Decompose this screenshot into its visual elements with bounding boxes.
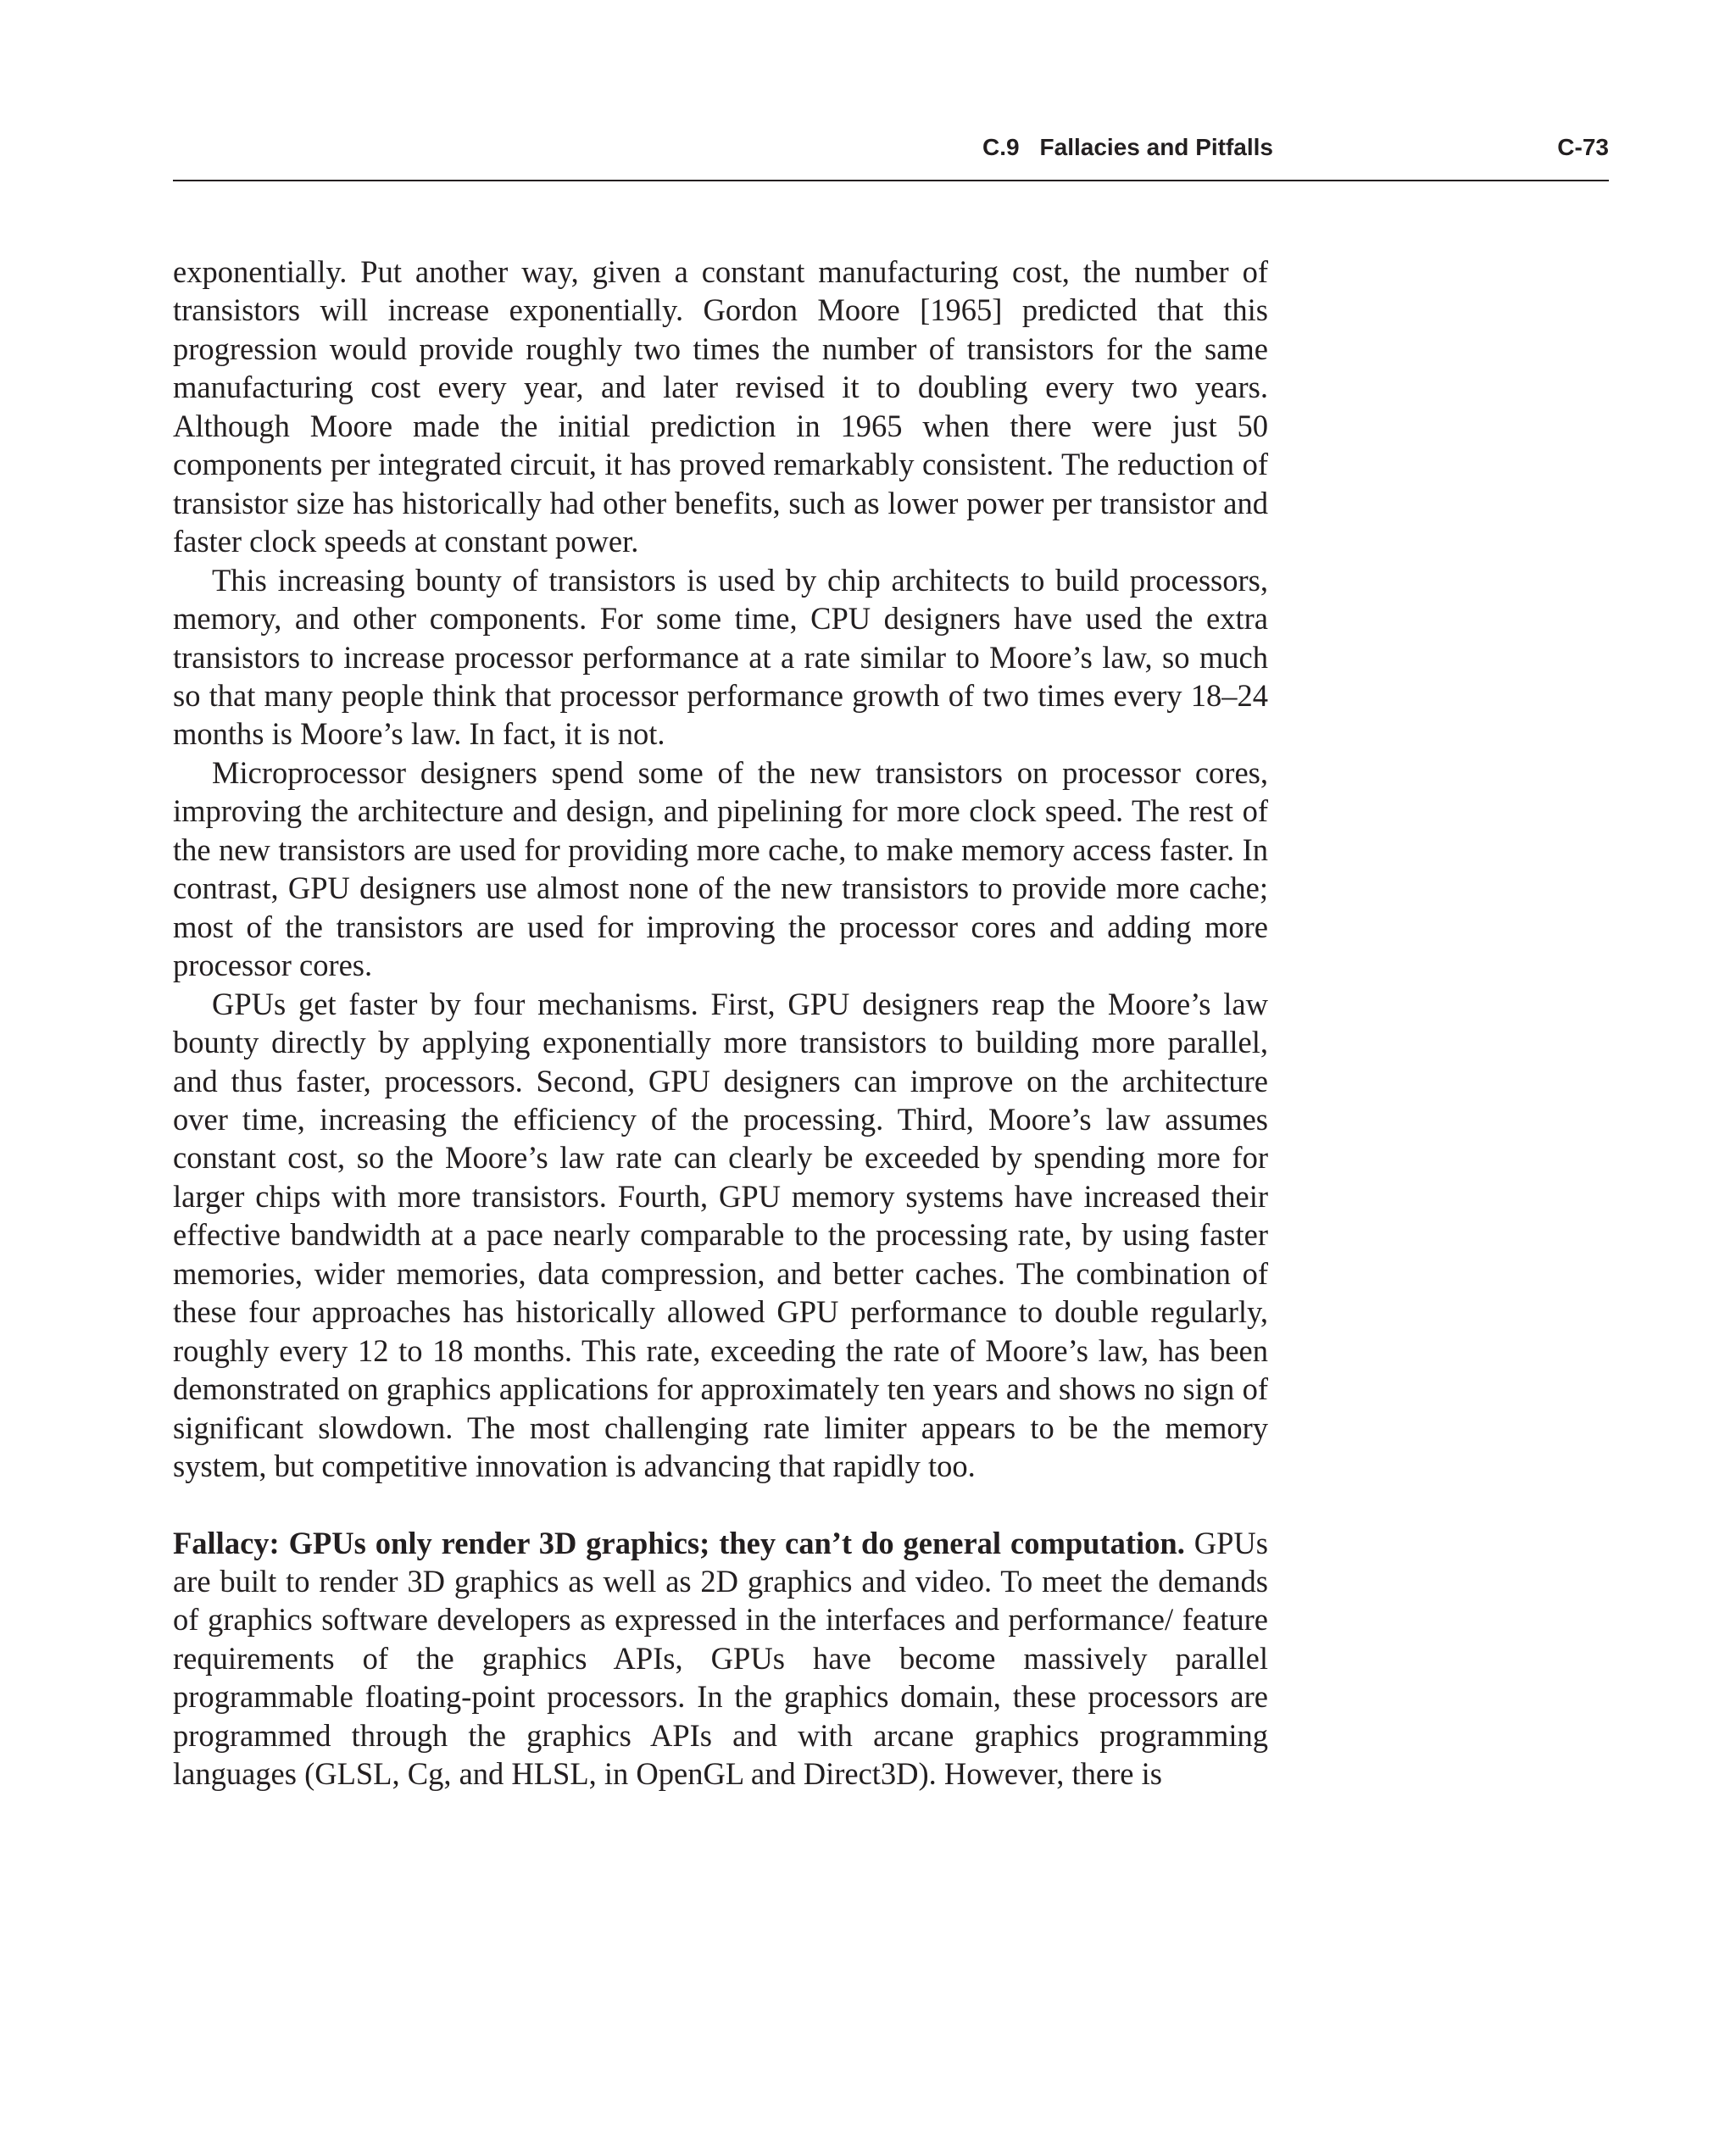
paragraph-gpu-mechanisms: GPUs get faster by four mechanisms. First, GPU designers reap the Moore’s law bounty directly by applying exponentially more transistors to building more parallel, and thus faster, processors. Second, GPU designers can improve on the architecture over time, increasing the efficiency of the processing. Third, Moore’s law assumes constant cost, so the Moore’s law rate can clearly be exceeded by spending more for larger chips with more transistors. Fourth, GPU memory systems have increased their effective bandwidth at a pace nearly comparable to the processing rate, by using faster memories, wider memories, data compression, and better caches. The combination of these four approaches has historically allowed GPU performance to double regularly, roughly every 12 to 18 months. This rate, exceeding the rate of Moore’s law, has been demonstrated on graphics applications for approximately ten years and shows no sign of significant slowdown. The most challenging rate limiter appears to be the memory system, but competitive innovation is advancing that rapidly too. [173, 986, 1268, 1484]
section-number: C.9 [982, 134, 1020, 160]
paragraph-transistor-bounty: This increasing bounty of transistors is used by chip architects to build processors, memory, and other components. For some time, CPU designers have used the extra transistors to increase processor performance at a rate similar to Moore’s law, so much so that many people think that processor performance growth of two times every 18–24 months is Moore’s law. In fact, it is not. [173, 562, 1268, 752]
section-title: Fallacies and Pitfalls [1039, 134, 1273, 160]
section-heading [982, 134, 1273, 161]
page-number: C-73 [1557, 134, 1609, 160]
running-head [173, 127, 1609, 181]
fallacy-title: Fallacy: GPUs only render 3D graphics; they can’t do general computation. [173, 1525, 1185, 1560]
paragraph-continued: exponentially. Put another way, given a constant manufacturing cost, the number of transistors will increase exponentially. Gordon Moore [1965] predicted that this progression would provide roughly two times the number of transistors for the same manufacturing cost every year, and later revised it to doubling every two years. Although Moore made the initial prediction in 1965 when there were just 50 components per integrated circuit, it has proved remarkably consistent. The reduction of transistor size has historically had other benefits, such as lower power per transistor and faster clock speeds at constant power. [173, 254, 1268, 559]
body-text [173, 253, 1268, 1793]
paragraph-fallacy [173, 1524, 1268, 1793]
fallacy-text: GPUs are built to render 3D graphics as well as 2D graphics and video. To meet the demands of graphics software developers as expressed in the interfaces and performance/ feature requirements of the graphics APIs, GPUs have become massively parallel programmable floating-point processors. In the graphics domain, these processors are programmed through the graphics APIs and with arcane graphics programming languages (GLSL, Cg, and HLSL, in OpenGL and Direct3D). However, there is [173, 1525, 1268, 1792]
paragraph-microprocessor-designers: Microprocessor designers spend some of the new transistors on processor cores, improving the architecture and design, and pipelining for more clock speed. The rest of the new transistors are used for providing more cache, to make memory access faster. In contrast, GPU designers use almost none of the new transistors to provide more cache; most of the transistors are used for improving the processor cores and adding more processor cores. [173, 754, 1268, 983]
